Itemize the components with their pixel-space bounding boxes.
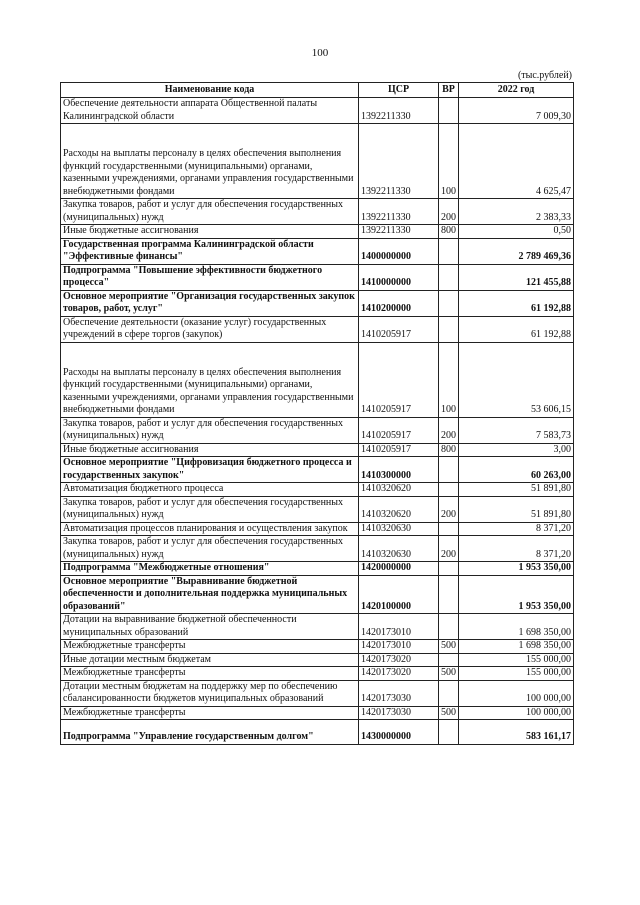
table-row — [61, 98, 574, 124]
table-row — [61, 680, 574, 706]
row-amount-cell: 121 455,88 — [459, 264, 574, 290]
row-csr-cell: 1392211330 — [359, 124, 439, 199]
row-name-cell: Подпрограмма "Повышение эффективности бюджетного процесса" — [61, 264, 359, 290]
row-csr-cell: 1430000000 — [359, 720, 439, 745]
row-csr-cell: 1410200000 — [359, 290, 439, 316]
row-vr-cell — [439, 720, 459, 745]
row-vr-cell: 200 — [439, 199, 459, 225]
units-label: (тыс.рублей) — [517, 70, 572, 81]
row-name-cell: Государственная программа Калининградской области "Эффективные финансы" — [61, 238, 359, 264]
row-name-cell: Закупка товаров, работ и услуг для обеспечения государственных (муниципальных) нужд — [61, 199, 359, 225]
row-amount-cell: 60 263,00 — [459, 457, 574, 483]
row-amount-cell: 7 009,30 — [459, 98, 574, 124]
table-row — [61, 640, 574, 654]
table-row — [61, 316, 574, 342]
row-vr-cell — [439, 575, 459, 614]
row-vr-cell — [439, 614, 459, 640]
row-amount-cell: 53 606,15 — [459, 342, 574, 417]
row-amount-cell: 100 000,00 — [459, 680, 574, 706]
row-csr-cell: 1410320620 — [359, 496, 439, 522]
table-row — [61, 264, 574, 290]
row-name-cell: Дотации местным бюджетам на поддержку мер по обеспечению сбалансированности бюджетов муниципальных образований — [61, 680, 359, 706]
row-name-cell: Автоматизация бюджетного процесса — [61, 483, 359, 497]
row-csr-cell: 1420173030 — [359, 706, 439, 720]
row-amount-cell: 7 583,73 — [459, 417, 574, 443]
row-amount-cell: 2 789 469,36 — [459, 238, 574, 264]
row-vr-cell: 100 — [439, 342, 459, 417]
row-csr-cell: 1410320630 — [359, 536, 439, 562]
row-csr-cell: 1410205917 — [359, 443, 439, 457]
row-vr-cell: 100 — [439, 124, 459, 199]
row-csr-cell: 1420173010 — [359, 614, 439, 640]
row-csr-cell: 1410320620 — [359, 483, 439, 497]
row-name-cell: Иные бюджетные ассигнования — [61, 443, 359, 457]
row-vr-cell: 200 — [439, 496, 459, 522]
row-vr-cell — [439, 98, 459, 124]
row-name-cell: Дотации на выравнивание бюджетной обеспеченности муниципальных образований — [61, 614, 359, 640]
row-name-cell: Расходы на выплаты персоналу в целях обеспечения выполнения функций государственными (муниципальными) органами, казенными учреждениями, органами управления государственными внебюджетными фондами — [61, 342, 359, 417]
row-name-cell: Обеспечение деятельности аппарата Общественной палаты Калининградской области — [61, 98, 359, 124]
row-csr-cell: 1420100000 — [359, 575, 439, 614]
row-name-cell: Основное мероприятие "Выравнивание бюджетной обеспеченности и дополнительная поддержка муниципальных образований" — [61, 575, 359, 614]
table-row — [61, 124, 574, 199]
row-vr-cell — [439, 290, 459, 316]
row-amount-cell: 2 383,33 — [459, 199, 574, 225]
row-vr-cell — [439, 264, 459, 290]
row-vr-cell — [439, 483, 459, 497]
table-row — [61, 614, 574, 640]
table-row — [61, 290, 574, 316]
row-vr-cell: 800 — [439, 225, 459, 239]
row-name-cell: Обеспечение деятельности (оказание услуг) государственных учреждений в сфере торгов (закупок) — [61, 316, 359, 342]
row-vr-cell: 200 — [439, 536, 459, 562]
table-row — [61, 562, 574, 576]
row-vr-cell — [439, 457, 459, 483]
row-name-cell: Подпрограмма "Управление государственным долгом" — [61, 720, 359, 745]
table-row — [61, 496, 574, 522]
row-name-cell: Межбюджетные трансферты — [61, 667, 359, 681]
header-name: Наименование кода — [61, 83, 359, 98]
row-amount-cell: 51 891,80 — [459, 483, 574, 497]
row-vr-cell: 800 — [439, 443, 459, 457]
row-amount-cell: 1 698 350,00 — [459, 640, 574, 654]
row-name-cell: Закупка товаров, работ и услуг для обеспечения государственных (муниципальных) нужд — [61, 496, 359, 522]
row-vr-cell — [439, 653, 459, 667]
table-row — [61, 536, 574, 562]
row-vr-cell: 500 — [439, 706, 459, 720]
row-csr-cell: 1400000000 — [359, 238, 439, 264]
page-number: 100 — [311, 47, 329, 59]
budget-table — [60, 82, 574, 745]
row-amount-cell: 155 000,00 — [459, 653, 574, 667]
table-row — [61, 199, 574, 225]
row-csr-cell: 1420173020 — [359, 667, 439, 681]
table-row — [61, 443, 574, 457]
table-row — [61, 483, 574, 497]
row-csr-cell: 1420000000 — [359, 562, 439, 576]
row-csr-cell: 1410320630 — [359, 522, 439, 536]
row-name-cell: Межбюджетные трансферты — [61, 706, 359, 720]
row-csr-cell: 1420173010 — [359, 640, 439, 654]
row-amount-cell: 1 953 350,00 — [459, 575, 574, 614]
row-name-cell: Межбюджетные трансферты — [61, 640, 359, 654]
table-header-row — [61, 83, 574, 98]
row-csr-cell: 1392211330 — [359, 199, 439, 225]
row-vr-cell: 500 — [439, 667, 459, 681]
row-csr-cell: 1410300000 — [359, 457, 439, 483]
table-row — [61, 653, 574, 667]
row-vr-cell — [439, 316, 459, 342]
row-amount-cell: 155 000,00 — [459, 667, 574, 681]
row-amount-cell: 0,50 — [459, 225, 574, 239]
table-row — [61, 706, 574, 720]
row-amount-cell: 1 953 350,00 — [459, 562, 574, 576]
row-amount-cell: 8 371,20 — [459, 522, 574, 536]
row-amount-cell: 51 891,80 — [459, 496, 574, 522]
row-name-cell: Иные бюджетные ассигнования — [61, 225, 359, 239]
row-amount-cell: 583 161,17 — [459, 720, 574, 745]
row-amount-cell: 61 192,88 — [459, 290, 574, 316]
row-vr-cell — [439, 562, 459, 576]
row-csr-cell: 1420173020 — [359, 653, 439, 667]
row-csr-cell: 1410000000 — [359, 264, 439, 290]
table-row — [61, 457, 574, 483]
header-year: 2022 год — [459, 83, 574, 98]
row-name-cell: Автоматизация процессов планирования и осуществления закупок — [61, 522, 359, 536]
header-vr: ВР — [439, 83, 459, 98]
row-amount-cell: 61 192,88 — [459, 316, 574, 342]
row-vr-cell: 200 — [439, 417, 459, 443]
row-name-cell: Основное мероприятие "Организация государственных закупок товаров, работ, услуг" — [61, 290, 359, 316]
row-vr-cell — [439, 522, 459, 536]
row-vr-cell — [439, 238, 459, 264]
table-row — [61, 667, 574, 681]
row-csr-cell: 1392211330 — [359, 225, 439, 239]
table-row — [61, 575, 574, 614]
header-csr: ЦСР — [359, 83, 439, 98]
row-name-cell: Основное мероприятие "Цифровизация бюджетного процесса и государственных закупок" — [61, 457, 359, 483]
row-amount-cell: 3,00 — [459, 443, 574, 457]
row-vr-cell: 500 — [439, 640, 459, 654]
table-row — [61, 225, 574, 239]
table-row — [61, 720, 574, 745]
table-row — [61, 522, 574, 536]
table-row — [61, 238, 574, 264]
row-vr-cell — [439, 680, 459, 706]
row-amount-cell: 100 000,00 — [459, 706, 574, 720]
table-row — [61, 342, 574, 417]
row-name-cell: Закупка товаров, работ и услуг для обеспечения государственных (муниципальных) нужд — [61, 417, 359, 443]
row-name-cell: Подпрограмма "Межбюджетные отношения" — [61, 562, 359, 576]
table-row — [61, 417, 574, 443]
row-csr-cell: 1420173030 — [359, 680, 439, 706]
row-amount-cell: 4 625,47 — [459, 124, 574, 199]
row-amount-cell: 1 698 350,00 — [459, 614, 574, 640]
row-csr-cell: 1410205917 — [359, 342, 439, 417]
row-name-cell: Расходы на выплаты персоналу в целях обеспечения выполнения функций государственными (муниципальными) органами, казенными учреждениями, органами управления государственными внебюджетными фондами — [61, 124, 359, 199]
row-name-cell: Иные дотации местным бюджетам — [61, 653, 359, 667]
row-csr-cell: 1410205917 — [359, 316, 439, 342]
row-csr-cell: 1410205917 — [359, 417, 439, 443]
row-amount-cell: 8 371,20 — [459, 536, 574, 562]
row-csr-cell: 1392211330 — [359, 98, 439, 124]
row-name-cell: Закупка товаров, работ и услуг для обеспечения государственных (муниципальных) нужд — [61, 536, 359, 562]
